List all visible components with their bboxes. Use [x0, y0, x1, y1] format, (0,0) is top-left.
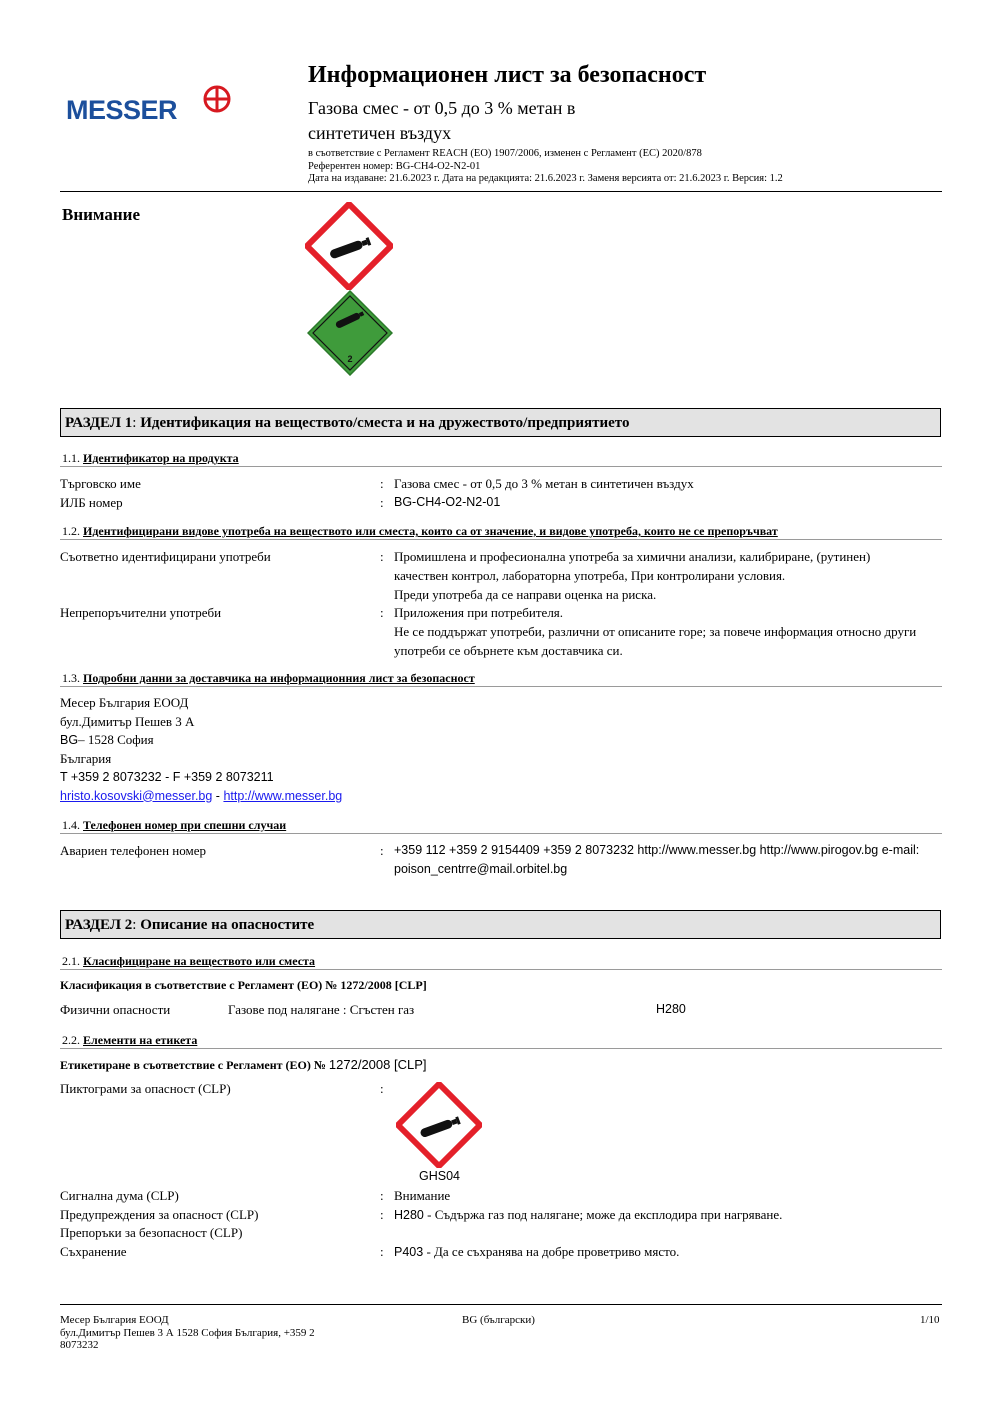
ghs04-gas-cylinder-icon [305, 202, 393, 290]
subsection-2-1: 2.1. Класифициране на веществото или сместа [62, 954, 316, 968]
subsection-divider [60, 686, 942, 687]
ilb-value: BG-CH4-O2-N2-01 [394, 495, 501, 509]
section2-header: РАЗДЕЛ 2: Описание на опасностите [60, 910, 941, 939]
signal-word-heading: Внимание [62, 205, 141, 224]
footer-language: BG (български) [462, 1314, 535, 1326]
subsection-divider [60, 969, 942, 970]
subsection-1-4: 1.4. Телефонен номер при спешни случаи [62, 818, 287, 832]
reference-number: Референтен номер: BG-CH4-O2-N2-01 [308, 160, 481, 172]
storage-label: Съхранение [60, 1244, 127, 1259]
labelling-heading: Етикетиране в съответствие с Регламент (ЕО) № 1272/2008 [CLP] [60, 1057, 427, 1072]
section1-prefix: РАЗДЕЛ 1 [65, 415, 133, 431]
subsection-divider [60, 466, 942, 467]
trade-name-value: Газова смес - от 0,5 до 3 % метан в синтетичен въздух [394, 476, 694, 491]
subsection-1-2: 1.2. Идентифицирани видове употреба на веществото или сместа, които са от значение, и видове употреба, които не се препоръчват [62, 524, 778, 538]
physical-hazards-label: Физични опасности [60, 1002, 171, 1017]
uses-label: Съответно идентифицирани употреби [60, 549, 271, 564]
emergency-value: +359 112 +359 2 9154409 +359 2 8073232 http://www.messer.bg http://www.pirogov.bg e-mail: poison_centrre@mail.orbitel.bg [394, 843, 920, 876]
messer-logo [66, 95, 177, 126]
hazard-statement-value: H280 - Съдържа газ под налягане; може да експлодира при нагряване. [394, 1207, 783, 1222]
adr-class2-nonflammable-gas-icon [307, 290, 393, 376]
subsection-1-1: 1.1. Идентификатор на продукта [62, 451, 239, 465]
header-meta [308, 148, 783, 186]
supplier-address: Месер България ЕООД бул.Димитър Пешев 3 А BG– 1528 София България T +359 2 8073232 - F +359 2 8073211 hristo.kosovski@messer.bg - http://www.messer.bg [60, 695, 343, 803]
hazard-statements-label: Предупреждения за опасност (CLP) [60, 1207, 259, 1222]
supplier-email-link[interactable]: hristo.kosovski@messer.bg [60, 788, 213, 803]
adr-class-number: 2 [347, 354, 353, 364]
regulation-text: в съответствие с Регламент REACH (ЕО) 1907/2006, изменен с Регламент (ЕС) 2020/878 [308, 148, 702, 159]
nonrec-value: Приложения при потребителя. Не се поддържат употреби, различни от описаните горе; за повече информация относно други употреби се обърнете към доставчика си. [394, 605, 917, 658]
ilb-label: ИЛБ номер [60, 495, 123, 510]
subtitle-line2: синтетичен въздух [308, 123, 452, 143]
document-title: Информационен лист за безопасност [308, 62, 707, 88]
clp-classification-heading: Класификация в съответствие с Регламент (ЕО) № 1272/2008 [CLP] [60, 978, 427, 992]
dates-text: Дата на издаване: 21.6.2023 г. Дата на редакцията: 21.6.2023 г. Заменя версията от: 21.6.2023 г. Версия: 1.2 [308, 173, 783, 184]
subsection-divider [60, 1048, 942, 1049]
ghs04-gas-cylinder-icon [396, 1082, 482, 1168]
pictograms-label: Пиктограми за опасност (CLP) [60, 1081, 231, 1096]
uses-value: Промишлена и професионална употреба за химични анализи, калибриране, (рутинен) качествен контрол, лабораторна употреба, При контролирани условия. Преди употреба да се направи оценка на риска. [394, 549, 871, 602]
precautionary-label: Препоръки за безопасност (CLP) [60, 1225, 243, 1240]
signal-word-label: Сигнална дума (CLP) [60, 1188, 179, 1203]
trade-name-label: Търговско име [60, 476, 141, 491]
subsection-2-2: 2.2. Елементи на етикета [62, 1033, 198, 1047]
physical-hazards-value: Газове под налягане : Сгъстен газ [228, 1002, 415, 1017]
messer-emblem-icon [201, 83, 233, 115]
footer-company: Месер България ЕООД бул.Димитър Пешев 3 А 1528 София България, +359 2 8073232 [60, 1314, 315, 1351]
subsection-divider [60, 833, 942, 834]
product-subtitle [308, 96, 575, 146]
subsection-1-3: 1.3. Подробни данни за доставчика на информационния лист за безопасност [62, 671, 475, 685]
ghs-code-label: GHS04 [419, 1169, 460, 1183]
supplier-web-link[interactable]: http://www.messer.bg [223, 788, 343, 803]
section1-header: РАЗДЕЛ 1: Идентификация на веществото/сместа и на дружеството/предприятието [60, 408, 941, 437]
section1-title: Идентификация на веществото/сместа и на дружеството/предприятието [136, 415, 630, 431]
signal-word-value: Внимание [394, 1188, 451, 1203]
subtitle-line1: Газова смес - от 0,5 до 3 % метан в [308, 98, 576, 118]
logo-text: MESSER [66, 95, 178, 125]
header-divider [60, 191, 942, 192]
footer-page-number: 1/10 [920, 1314, 940, 1326]
nonrec-label: Непрепоръчителни употреби [60, 605, 222, 620]
storage-value: P403 - Да се съхранява на добре проветриво място. [394, 1244, 680, 1259]
physical-hazards-code: H280 [656, 1002, 686, 1016]
emergency-label: Авариен телефонен номер [60, 843, 206, 858]
subsection-divider [60, 539, 942, 540]
footer-divider [60, 1304, 942, 1305]
